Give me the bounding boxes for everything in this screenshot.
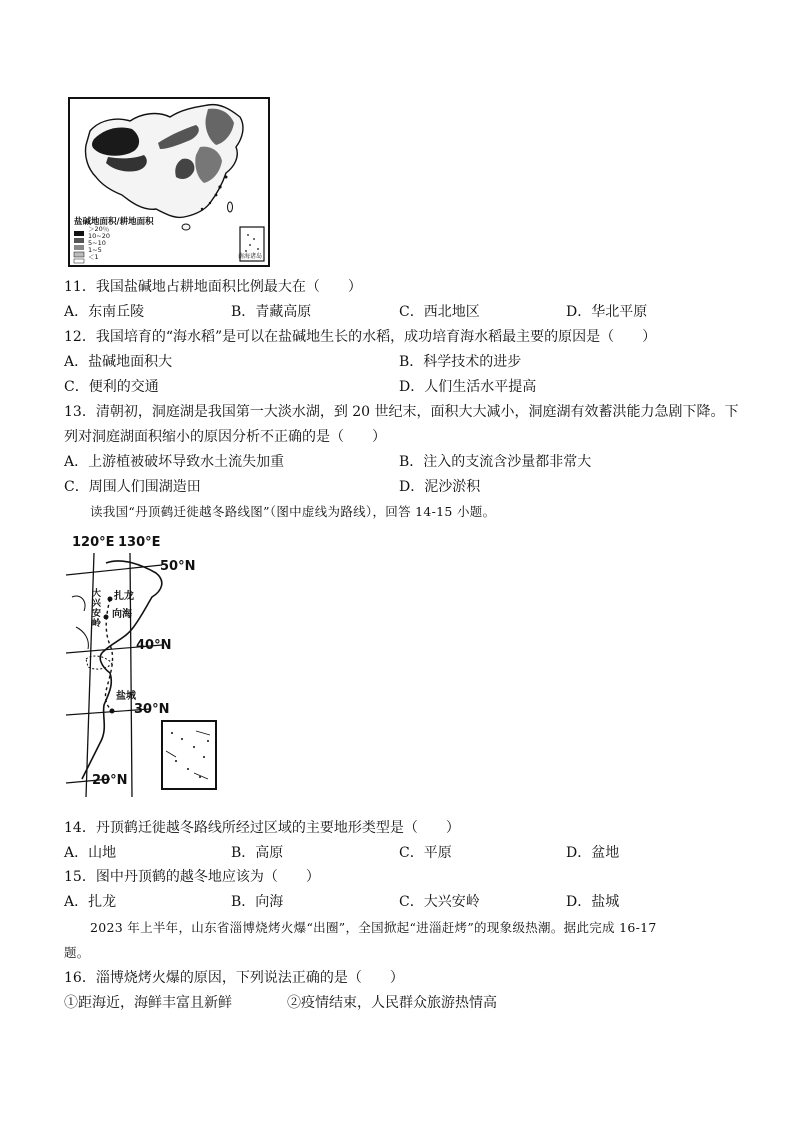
legend-labels	[88, 226, 110, 261]
q16-stem: 16．淄博烧烤火爆的原因，下列说法正确的是（ ）	[64, 970, 404, 986]
q16-item-1[interactable]: ①距海近，海鲜丰富且新鲜	[64, 995, 232, 1011]
place-xianghai: 向海	[112, 609, 132, 620]
legend-swatches	[74, 231, 84, 263]
q14-option-c[interactable]: C．平原	[399, 845, 452, 861]
taiwan-island	[228, 202, 233, 212]
q14-option-d[interactable]: D．盆地	[566, 845, 620, 861]
q13-stem-line1: 13．清朝初，洞庭湖是我国第一大淡水湖，到 20 世纪末，面积大大减小，洞庭湖有效蓄洪能力急剧下降。下	[64, 404, 739, 420]
q15-option-b[interactable]: B．向海	[231, 894, 284, 910]
legend-label-5: ＜1	[88, 253, 99, 261]
zhalong-marker	[108, 597, 113, 602]
xianghai-marker	[104, 615, 109, 620]
hainan-island	[182, 224, 190, 230]
q14-stem: 14．丹顶鹤迁徙越冬路线所经过区域的主要地形类型是（ ）	[64, 820, 460, 836]
q13-option-b[interactable]: B．注入的支流含沙量都非常大	[399, 454, 592, 470]
crane-migration-figure	[66, 535, 234, 807]
q11-option-d[interactable]: D．华北平原	[566, 304, 648, 320]
lon-label-130: 130°E	[118, 535, 161, 550]
q12-option-c[interactable]: C．便利的交通	[64, 379, 159, 395]
lat-label-20: 20°N	[92, 773, 128, 788]
intro-16-17-line2: 题。	[64, 945, 90, 960]
lat-label-50: 50°N	[160, 559, 196, 574]
q14-option-b[interactable]: B．高原	[231, 845, 284, 861]
legend-label-1: ＞20％	[88, 225, 110, 233]
q12-option-d[interactable]: D．人们生活水平提高	[399, 379, 537, 395]
q11-option-b[interactable]: B．青藏高原	[231, 304, 312, 320]
rivers	[72, 596, 88, 649]
q12-option-b[interactable]: B．科学技术的进步	[399, 354, 522, 370]
place-daxinganling: 大兴安岭	[92, 589, 102, 629]
lat-label-40: 40°N	[136, 638, 172, 653]
q13-stem-line2: 列对洞庭湖面积缩小的原因分析不正确的是（ ）	[64, 429, 386, 445]
q15-option-a[interactable]: A．扎龙	[64, 894, 117, 910]
q13-option-a[interactable]: A．上游植被破坏导致水土流失加重	[64, 454, 285, 470]
intro-14-15: 读我国“丹顶鹤迁徙越冬路线图”（图中虚线为路线），回答 14-15 小题。	[90, 504, 496, 519]
q13-option-c[interactable]: C．周围人们围湖造田	[64, 479, 201, 495]
q14-option-a[interactable]: A．山地	[64, 845, 117, 861]
q16-item-2[interactable]: ②疫情结束，人民群众旅游热情高	[287, 995, 497, 1011]
intro-16-17-line1: 2023 年上半年，山东省淄博烧烤火爆“出圈”，全国掀起“进淄赶烤”的现象级热潮。据此完成 16-17	[90, 920, 657, 935]
place-zhalong: 扎龙	[114, 591, 134, 602]
legend-label-2: 10~20	[88, 232, 110, 240]
q11-stem: 11．我国盐碱地占耕地面积比例最大在（ ）	[64, 279, 362, 295]
legend-label-3: 5~10	[88, 239, 106, 247]
q11-option-a[interactable]: A．东南丘陵	[64, 304, 145, 320]
q15-option-c[interactable]: C．大兴安岭	[399, 894, 480, 910]
q15-option-d[interactable]: D．盐城	[566, 894, 620, 910]
inset-label: 南海诸岛	[238, 253, 263, 260]
crane-migration-map	[66, 535, 234, 807]
q15-stem: 15．图中丹顶鹤的越冬地应该为（ ）	[64, 869, 320, 885]
q12-stem: 12．我国培育的“海水稻”是可以在盐碱地生长的水稻，成功培育海水稻最主要的原因是（ ）	[64, 329, 657, 345]
lon-label-120: 120°E	[72, 535, 115, 550]
q11-option-c[interactable]: C．西北地区	[399, 304, 480, 320]
place-yancheng: 盐城	[116, 691, 136, 702]
legend-label-4: 1~5	[88, 246, 102, 254]
parallel-50	[66, 565, 162, 575]
saline-land-map	[68, 97, 270, 267]
legend-title: 盐碱地面积/耕地面积	[74, 217, 154, 227]
yancheng-marker	[110, 709, 115, 714]
lat-label-30: 30°N	[134, 702, 170, 717]
q12-option-a[interactable]: A．盐碱地面积大	[64, 354, 173, 370]
q13-option-d[interactable]: D．泥沙淤积	[399, 479, 481, 495]
